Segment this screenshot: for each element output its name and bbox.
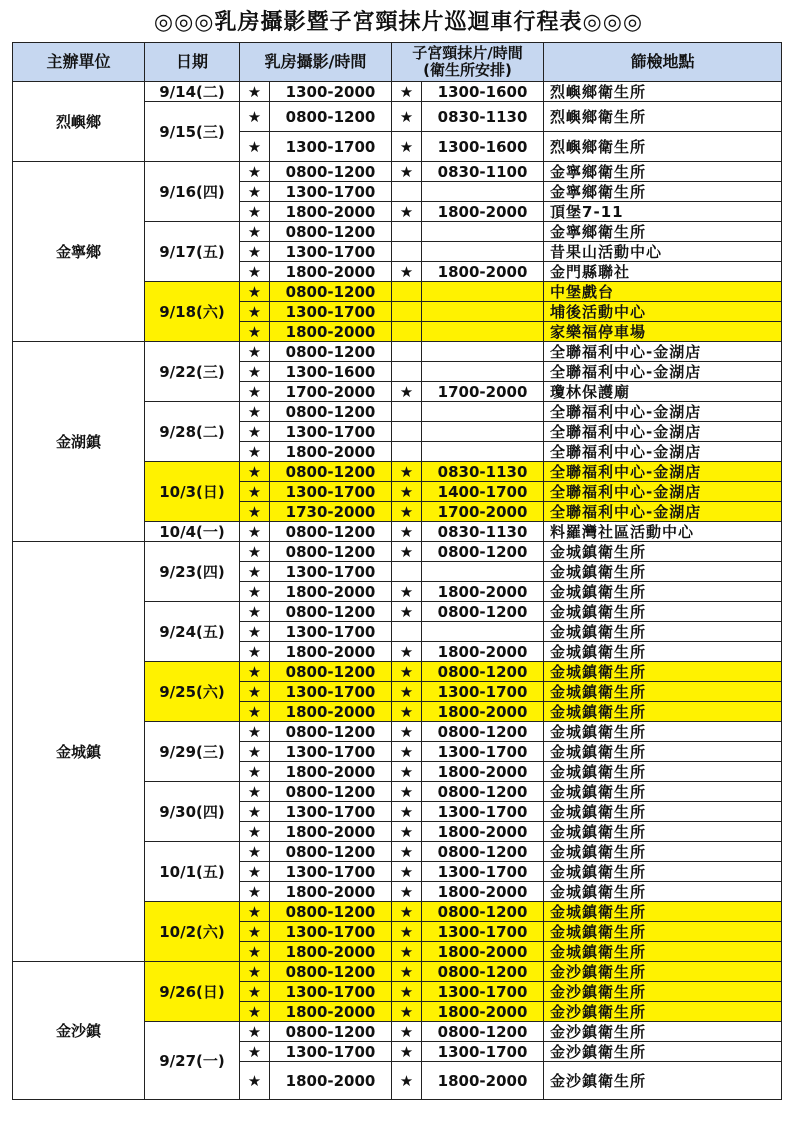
cervical-star-icon: ★ <box>392 762 422 782</box>
cervical-time-cell: 1800-2000 <box>422 1062 544 1100</box>
cervical-time-cell <box>422 222 544 242</box>
cervical-time-cell: 0830-1130 <box>422 522 544 542</box>
mammo-time-cell: 1300-1700 <box>270 862 392 882</box>
cervical-star-icon: ★ <box>392 862 422 882</box>
cervical-time-cell <box>422 282 544 302</box>
mammo-star-icon: ★ <box>240 182 270 202</box>
location-cell: 全聯福利中心-金湖店 <box>544 362 782 382</box>
mammo-time-cell: 0800-1200 <box>270 782 392 802</box>
mammo-time-cell: 0800-1200 <box>270 522 392 542</box>
header-date: 日期 <box>145 43 240 82</box>
cervical-star-icon <box>392 442 422 462</box>
location-cell: 全聯福利中心-金湖店 <box>544 462 782 482</box>
location-cell: 全聯福利中心-金湖店 <box>544 502 782 522</box>
mammo-time-cell: 0800-1200 <box>270 402 392 422</box>
cervical-star-icon <box>392 222 422 242</box>
cervical-time-cell: 0800-1200 <box>422 842 544 862</box>
page-title: ◎◎◎乳房攝影暨子宮頸抹片巡迴車行程表◎◎◎ <box>153 10 644 35</box>
mammo-time-cell: 1300-1700 <box>270 482 392 502</box>
mammo-time-cell: 1800-2000 <box>270 262 392 282</box>
mammo-star-icon: ★ <box>240 602 270 622</box>
location-cell: 金城鎮衛生所 <box>544 582 782 602</box>
header-location: 篩檢地點 <box>544 43 782 82</box>
cervical-time-cell: 0800-1200 <box>422 662 544 682</box>
cervical-star-icon: ★ <box>392 542 422 562</box>
mammo-time-cell: 1730-2000 <box>270 502 392 522</box>
location-cell: 金城鎮衛生所 <box>544 602 782 622</box>
mammo-time-cell: 1800-2000 <box>270 642 392 662</box>
cervical-time-cell: 1800-2000 <box>422 262 544 282</box>
location-cell: 金城鎮衛生所 <box>544 642 782 662</box>
location-cell: 金沙鎮衛生所 <box>544 1002 782 1022</box>
location-cell: 金沙鎮衛生所 <box>544 982 782 1002</box>
cervical-star-icon: ★ <box>392 702 422 722</box>
location-cell: 埔後活動中心 <box>544 302 782 322</box>
mammo-star-icon: ★ <box>240 822 270 842</box>
schedule-body <box>13 82 782 1100</box>
mammo-time-cell: 1300-1700 <box>270 742 392 762</box>
cervical-star-icon: ★ <box>392 1022 422 1042</box>
mammo-time-cell: 1800-2000 <box>270 942 392 962</box>
mammo-star-icon: ★ <box>240 302 270 322</box>
mammo-star-icon: ★ <box>240 322 270 342</box>
organizer-cell: 金湖鎮 <box>13 342 145 542</box>
mammo-time-cell: 0800-1200 <box>270 542 392 562</box>
mammo-time-cell: 1700-2000 <box>270 382 392 402</box>
cervical-star-icon <box>392 342 422 362</box>
mammo-time-cell: 0800-1200 <box>270 222 392 242</box>
header-cervical <box>392 43 544 82</box>
header-cervical-line1: 子宮頸抹片/時間 <box>412 44 523 62</box>
date-cell: 9/16(四) <box>145 162 240 222</box>
mammo-star-icon: ★ <box>240 942 270 962</box>
cervical-time-cell: 0800-1200 <box>422 962 544 982</box>
cervical-star-icon: ★ <box>392 982 422 1002</box>
location-cell: 頂堡7-11 <box>544 202 782 222</box>
cervical-star-icon: ★ <box>392 942 422 962</box>
table-row <box>13 342 782 362</box>
cervical-time-cell: 1300-1700 <box>422 982 544 1002</box>
cervical-time-cell: 1800-2000 <box>422 882 544 902</box>
mammo-time-cell: 1300-1600 <box>270 362 392 382</box>
mammo-star-icon: ★ <box>240 622 270 642</box>
location-cell: 全聯福利中心-金湖店 <box>544 342 782 362</box>
location-cell: 金沙鎮衛生所 <box>544 1042 782 1062</box>
mammo-star-icon: ★ <box>240 462 270 482</box>
cervical-time-cell: 1300-1700 <box>422 802 544 822</box>
location-cell: 全聯福利中心-金湖店 <box>544 402 782 422</box>
cervical-star-icon: ★ <box>392 1002 422 1022</box>
location-cell: 家樂福停車場 <box>544 322 782 342</box>
mammo-star-icon: ★ <box>240 682 270 702</box>
mammo-star-icon: ★ <box>240 202 270 222</box>
cervical-star-icon: ★ <box>392 1042 422 1062</box>
mammo-star-icon: ★ <box>240 982 270 1002</box>
date-cell: 10/4(一) <box>145 522 240 542</box>
location-cell: 烈嶼鄉衛生所 <box>544 132 782 162</box>
cervical-time-cell: 0800-1200 <box>422 782 544 802</box>
date-cell: 10/2(六) <box>145 902 240 962</box>
table-row <box>13 962 782 982</box>
mammo-time-cell: 0800-1200 <box>270 662 392 682</box>
mammo-time-cell: 0800-1200 <box>270 282 392 302</box>
date-cell: 9/18(六) <box>145 282 240 342</box>
date-cell: 9/27(一) <box>145 1022 240 1100</box>
mammo-time-cell: 1800-2000 <box>270 822 392 842</box>
mammo-star-icon: ★ <box>240 722 270 742</box>
mammo-time-cell: 1300-1700 <box>270 802 392 822</box>
table-row <box>13 542 782 562</box>
mammo-star-icon: ★ <box>240 582 270 602</box>
mammo-time-cell: 1800-2000 <box>270 322 392 342</box>
location-cell: 金沙鎮衛生所 <box>544 1022 782 1042</box>
mammo-time-cell: 1300-1700 <box>270 302 392 322</box>
cervical-star-icon: ★ <box>392 102 422 132</box>
mammo-star-icon: ★ <box>240 342 270 362</box>
cervical-star-icon: ★ <box>392 82 422 102</box>
date-cell: 9/15(三) <box>145 102 240 162</box>
location-cell: 金城鎮衛生所 <box>544 902 782 922</box>
cervical-time-cell: 1800-2000 <box>422 942 544 962</box>
cervical-star-icon: ★ <box>392 132 422 162</box>
location-cell: 金沙鎮衛生所 <box>544 1062 782 1100</box>
mammo-star-icon: ★ <box>240 1002 270 1022</box>
location-cell: 金城鎮衛生所 <box>544 742 782 762</box>
mammo-star-icon: ★ <box>240 662 270 682</box>
location-cell: 烈嶼鄉衛生所 <box>544 82 782 102</box>
mammo-time-cell: 1300-1700 <box>270 682 392 702</box>
mammo-star-icon: ★ <box>240 1062 270 1100</box>
mammo-star-icon: ★ <box>240 922 270 942</box>
mammo-star-icon: ★ <box>240 382 270 402</box>
mammo-time-cell: 1300-1700 <box>270 132 392 162</box>
mammo-time-cell: 0800-1200 <box>270 842 392 862</box>
mammo-star-icon: ★ <box>240 1042 270 1062</box>
cervical-star-icon: ★ <box>392 782 422 802</box>
organizer-cell: 金沙鎮 <box>13 962 145 1100</box>
date-cell: 9/23(四) <box>145 542 240 602</box>
cervical-star-icon <box>392 182 422 202</box>
mammo-time-cell: 0800-1200 <box>270 602 392 622</box>
mammo-time-cell: 1300-1700 <box>270 562 392 582</box>
mammo-time-cell: 0800-1200 <box>270 162 392 182</box>
date-cell: 9/14(二) <box>145 82 240 102</box>
mammo-star-icon: ★ <box>240 962 270 982</box>
cervical-star-icon: ★ <box>392 582 422 602</box>
header-organizer: 主辦單位 <box>13 43 145 82</box>
location-cell: 金城鎮衛生所 <box>544 542 782 562</box>
cervical-time-cell <box>422 622 544 642</box>
mammo-star-icon: ★ <box>240 742 270 762</box>
cervical-star-icon: ★ <box>392 162 422 182</box>
mammo-star-icon: ★ <box>240 482 270 502</box>
date-cell: 10/1(五) <box>145 842 240 902</box>
cervical-time-cell: 1700-2000 <box>422 382 544 402</box>
cervical-time-cell: 0800-1200 <box>422 602 544 622</box>
location-cell: 金城鎮衛生所 <box>544 922 782 942</box>
mammo-time-cell: 1300-1700 <box>270 922 392 942</box>
location-cell: 昔果山活動中心 <box>544 242 782 262</box>
mammo-time-cell: 1800-2000 <box>270 442 392 462</box>
cervical-time-cell: 1800-2000 <box>422 1002 544 1022</box>
organizer-cell: 金寧鄉 <box>13 162 145 342</box>
mammo-star-icon: ★ <box>240 282 270 302</box>
cervical-star-icon: ★ <box>392 722 422 742</box>
cervical-time-cell: 1300-1700 <box>422 742 544 762</box>
cervical-time-cell: 1800-2000 <box>422 202 544 222</box>
cervical-star-icon: ★ <box>392 202 422 222</box>
date-cell: 9/29(三) <box>145 722 240 782</box>
mammo-time-cell: 1800-2000 <box>270 1062 392 1100</box>
mammo-time-cell: 0800-1200 <box>270 722 392 742</box>
mammo-time-cell: 0800-1200 <box>270 1022 392 1042</box>
cervical-time-cell: 0830-1130 <box>422 102 544 132</box>
cervical-time-cell: 1800-2000 <box>422 582 544 602</box>
mammo-star-icon: ★ <box>240 762 270 782</box>
location-cell: 金門縣聯社 <box>544 262 782 282</box>
cervical-star-icon: ★ <box>392 742 422 762</box>
location-cell: 金城鎮衛生所 <box>544 942 782 962</box>
mammo-star-icon: ★ <box>240 522 270 542</box>
mammo-star-icon: ★ <box>240 782 270 802</box>
cervical-star-icon: ★ <box>392 842 422 862</box>
location-cell: 金城鎮衛生所 <box>544 702 782 722</box>
cervical-star-icon <box>392 402 422 422</box>
mammo-time-cell: 0800-1200 <box>270 902 392 922</box>
date-cell: 9/26(日) <box>145 962 240 1022</box>
cervical-star-icon <box>392 302 422 322</box>
cervical-star-icon: ★ <box>392 902 422 922</box>
cervical-star-icon: ★ <box>392 522 422 542</box>
cervical-time-cell <box>422 422 544 442</box>
cervical-time-cell: 1700-2000 <box>422 502 544 522</box>
location-cell: 全聯福利中心-金湖店 <box>544 422 782 442</box>
mammo-time-cell: 1300-1700 <box>270 622 392 642</box>
cervical-star-icon: ★ <box>392 682 422 702</box>
cervical-star-icon: ★ <box>392 822 422 842</box>
cervical-star-icon: ★ <box>392 882 422 902</box>
table-row <box>13 82 782 102</box>
date-cell: 9/22(三) <box>145 342 240 402</box>
header-row <box>13 43 782 82</box>
cervical-star-icon <box>392 362 422 382</box>
mammo-time-cell: 0800-1200 <box>270 962 392 982</box>
cervical-time-cell: 1800-2000 <box>422 702 544 722</box>
cervical-time-cell: 1400-1700 <box>422 482 544 502</box>
mammo-star-icon: ★ <box>240 242 270 262</box>
cervical-star-icon <box>392 322 422 342</box>
cervical-time-cell <box>422 242 544 262</box>
header-mammography: 乳房攝影/時間 <box>240 43 392 82</box>
mammo-star-icon: ★ <box>240 502 270 522</box>
mammo-time-cell: 1800-2000 <box>270 1002 392 1022</box>
mammo-time-cell: 0800-1200 <box>270 462 392 482</box>
mammo-star-icon: ★ <box>240 362 270 382</box>
mammo-star-icon: ★ <box>240 82 270 102</box>
cervical-time-cell: 1300-1700 <box>422 682 544 702</box>
cervical-time-cell <box>422 302 544 322</box>
cervical-time-cell: 1800-2000 <box>422 642 544 662</box>
organizer-cell: 烈嶼鄉 <box>13 82 145 162</box>
cervical-time-cell <box>422 362 544 382</box>
location-cell: 金城鎮衛生所 <box>544 782 782 802</box>
cervical-time-cell: 0830-1130 <box>422 462 544 482</box>
mammo-time-cell: 1300-1700 <box>270 982 392 1002</box>
cervical-time-cell: 1300-1700 <box>422 862 544 882</box>
cervical-star-icon: ★ <box>392 462 422 482</box>
location-cell: 金城鎮衛生所 <box>544 762 782 782</box>
cervical-star-icon: ★ <box>392 482 422 502</box>
mammo-star-icon: ★ <box>240 642 270 662</box>
location-cell: 瓊林保護廟 <box>544 382 782 402</box>
location-cell: 金寧鄉衛生所 <box>544 182 782 202</box>
date-cell: 10/3(日) <box>145 462 240 522</box>
cervical-time-cell: 1300-1600 <box>422 132 544 162</box>
mammo-star-icon: ★ <box>240 562 270 582</box>
mammo-star-icon: ★ <box>240 882 270 902</box>
location-cell: 金城鎮衛生所 <box>544 562 782 582</box>
location-cell: 金城鎮衛生所 <box>544 622 782 642</box>
cervical-star-icon: ★ <box>392 502 422 522</box>
date-cell: 9/28(二) <box>145 402 240 462</box>
schedule-table <box>12 42 782 1100</box>
cervical-star-icon <box>392 622 422 642</box>
cervical-star-icon: ★ <box>392 1062 422 1100</box>
location-cell: 金城鎮衛生所 <box>544 802 782 822</box>
mammo-star-icon: ★ <box>240 802 270 822</box>
cervical-time-cell: 1300-1600 <box>422 82 544 102</box>
cervical-time-cell: 1300-1700 <box>422 1042 544 1062</box>
header-cervical-line2: (衛生所安排) <box>423 61 512 79</box>
cervical-star-icon: ★ <box>392 602 422 622</box>
mammo-time-cell: 1300-1700 <box>270 1042 392 1062</box>
date-cell: 9/17(五) <box>145 222 240 282</box>
cervical-time-cell <box>422 322 544 342</box>
mammo-star-icon: ★ <box>240 442 270 462</box>
cervical-time-cell <box>422 342 544 362</box>
mammo-time-cell: 1300-1700 <box>270 182 392 202</box>
mammo-star-icon: ★ <box>240 862 270 882</box>
table-row <box>13 162 782 182</box>
location-cell: 全聯福利中心-金湖店 <box>544 482 782 502</box>
location-cell: 金城鎮衛生所 <box>544 722 782 742</box>
cervical-star-icon: ★ <box>392 802 422 822</box>
location-cell: 金城鎮衛生所 <box>544 882 782 902</box>
cervical-star-icon: ★ <box>392 642 422 662</box>
mammo-star-icon: ★ <box>240 162 270 182</box>
mammo-time-cell: 1800-2000 <box>270 702 392 722</box>
mammo-star-icon: ★ <box>240 702 270 722</box>
mammo-star-icon: ★ <box>240 222 270 242</box>
mammo-time-cell: 1800-2000 <box>270 762 392 782</box>
mammo-star-icon: ★ <box>240 542 270 562</box>
mammo-time-cell: 0800-1200 <box>270 102 392 132</box>
location-cell: 金城鎮衛生所 <box>544 682 782 702</box>
mammo-star-icon: ★ <box>240 842 270 862</box>
mammo-time-cell: 1800-2000 <box>270 582 392 602</box>
cervical-star-icon: ★ <box>392 382 422 402</box>
cervical-star-icon: ★ <box>392 922 422 942</box>
location-cell: 全聯福利中心-金湖店 <box>544 442 782 462</box>
mammo-star-icon: ★ <box>240 132 270 162</box>
mammo-time-cell: 1800-2000 <box>270 202 392 222</box>
cervical-time-cell <box>422 402 544 422</box>
mammo-star-icon: ★ <box>240 262 270 282</box>
mammo-time-cell: 1800-2000 <box>270 882 392 902</box>
cervical-time-cell: 1800-2000 <box>422 762 544 782</box>
location-cell: 料羅灣社區活動中心 <box>544 522 782 542</box>
cervical-time-cell <box>422 562 544 582</box>
cervical-star-icon <box>392 242 422 262</box>
cervical-time-cell: 0800-1200 <box>422 902 544 922</box>
date-cell: 9/24(五) <box>145 602 240 662</box>
mammo-star-icon: ★ <box>240 1022 270 1042</box>
mammo-star-icon: ★ <box>240 102 270 132</box>
mammo-star-icon: ★ <box>240 902 270 922</box>
location-cell: 中堡戲台 <box>544 282 782 302</box>
location-cell: 金城鎮衛生所 <box>544 842 782 862</box>
cervical-star-icon <box>392 282 422 302</box>
cervical-time-cell <box>422 442 544 462</box>
location-cell: 金城鎮衛生所 <box>544 822 782 842</box>
cervical-star-icon <box>392 422 422 442</box>
location-cell: 金城鎮衛生所 <box>544 662 782 682</box>
organizer-cell: 金城鎮 <box>13 542 145 962</box>
location-cell: 金寧鄉衛生所 <box>544 162 782 182</box>
mammo-star-icon: ★ <box>240 402 270 422</box>
cervical-time-cell <box>422 182 544 202</box>
date-cell: 9/25(六) <box>145 662 240 722</box>
mammo-time-cell: 1300-1700 <box>270 422 392 442</box>
cervical-star-icon: ★ <box>392 662 422 682</box>
location-cell: 金沙鎮衛生所 <box>544 962 782 982</box>
location-cell: 金城鎮衛生所 <box>544 862 782 882</box>
cervical-star-icon: ★ <box>392 262 422 282</box>
mammo-time-cell: 0800-1200 <box>270 342 392 362</box>
cervical-star-icon <box>392 562 422 582</box>
cervical-time-cell: 0830-1100 <box>422 162 544 182</box>
cervical-time-cell: 0800-1200 <box>422 722 544 742</box>
cervical-time-cell: 1800-2000 <box>422 822 544 842</box>
date-cell: 9/30(四) <box>145 782 240 842</box>
mammo-star-icon: ★ <box>240 422 270 442</box>
location-cell: 烈嶼鄉衛生所 <box>544 102 782 132</box>
cervical-star-icon: ★ <box>392 962 422 982</box>
mammo-time-cell: 1300-2000 <box>270 82 392 102</box>
cervical-time-cell: 1300-1700 <box>422 922 544 942</box>
cervical-time-cell: 0800-1200 <box>422 1022 544 1042</box>
location-cell: 金寧鄉衛生所 <box>544 222 782 242</box>
mammo-time-cell: 1300-1700 <box>270 242 392 262</box>
cervical-time-cell: 0800-1200 <box>422 542 544 562</box>
